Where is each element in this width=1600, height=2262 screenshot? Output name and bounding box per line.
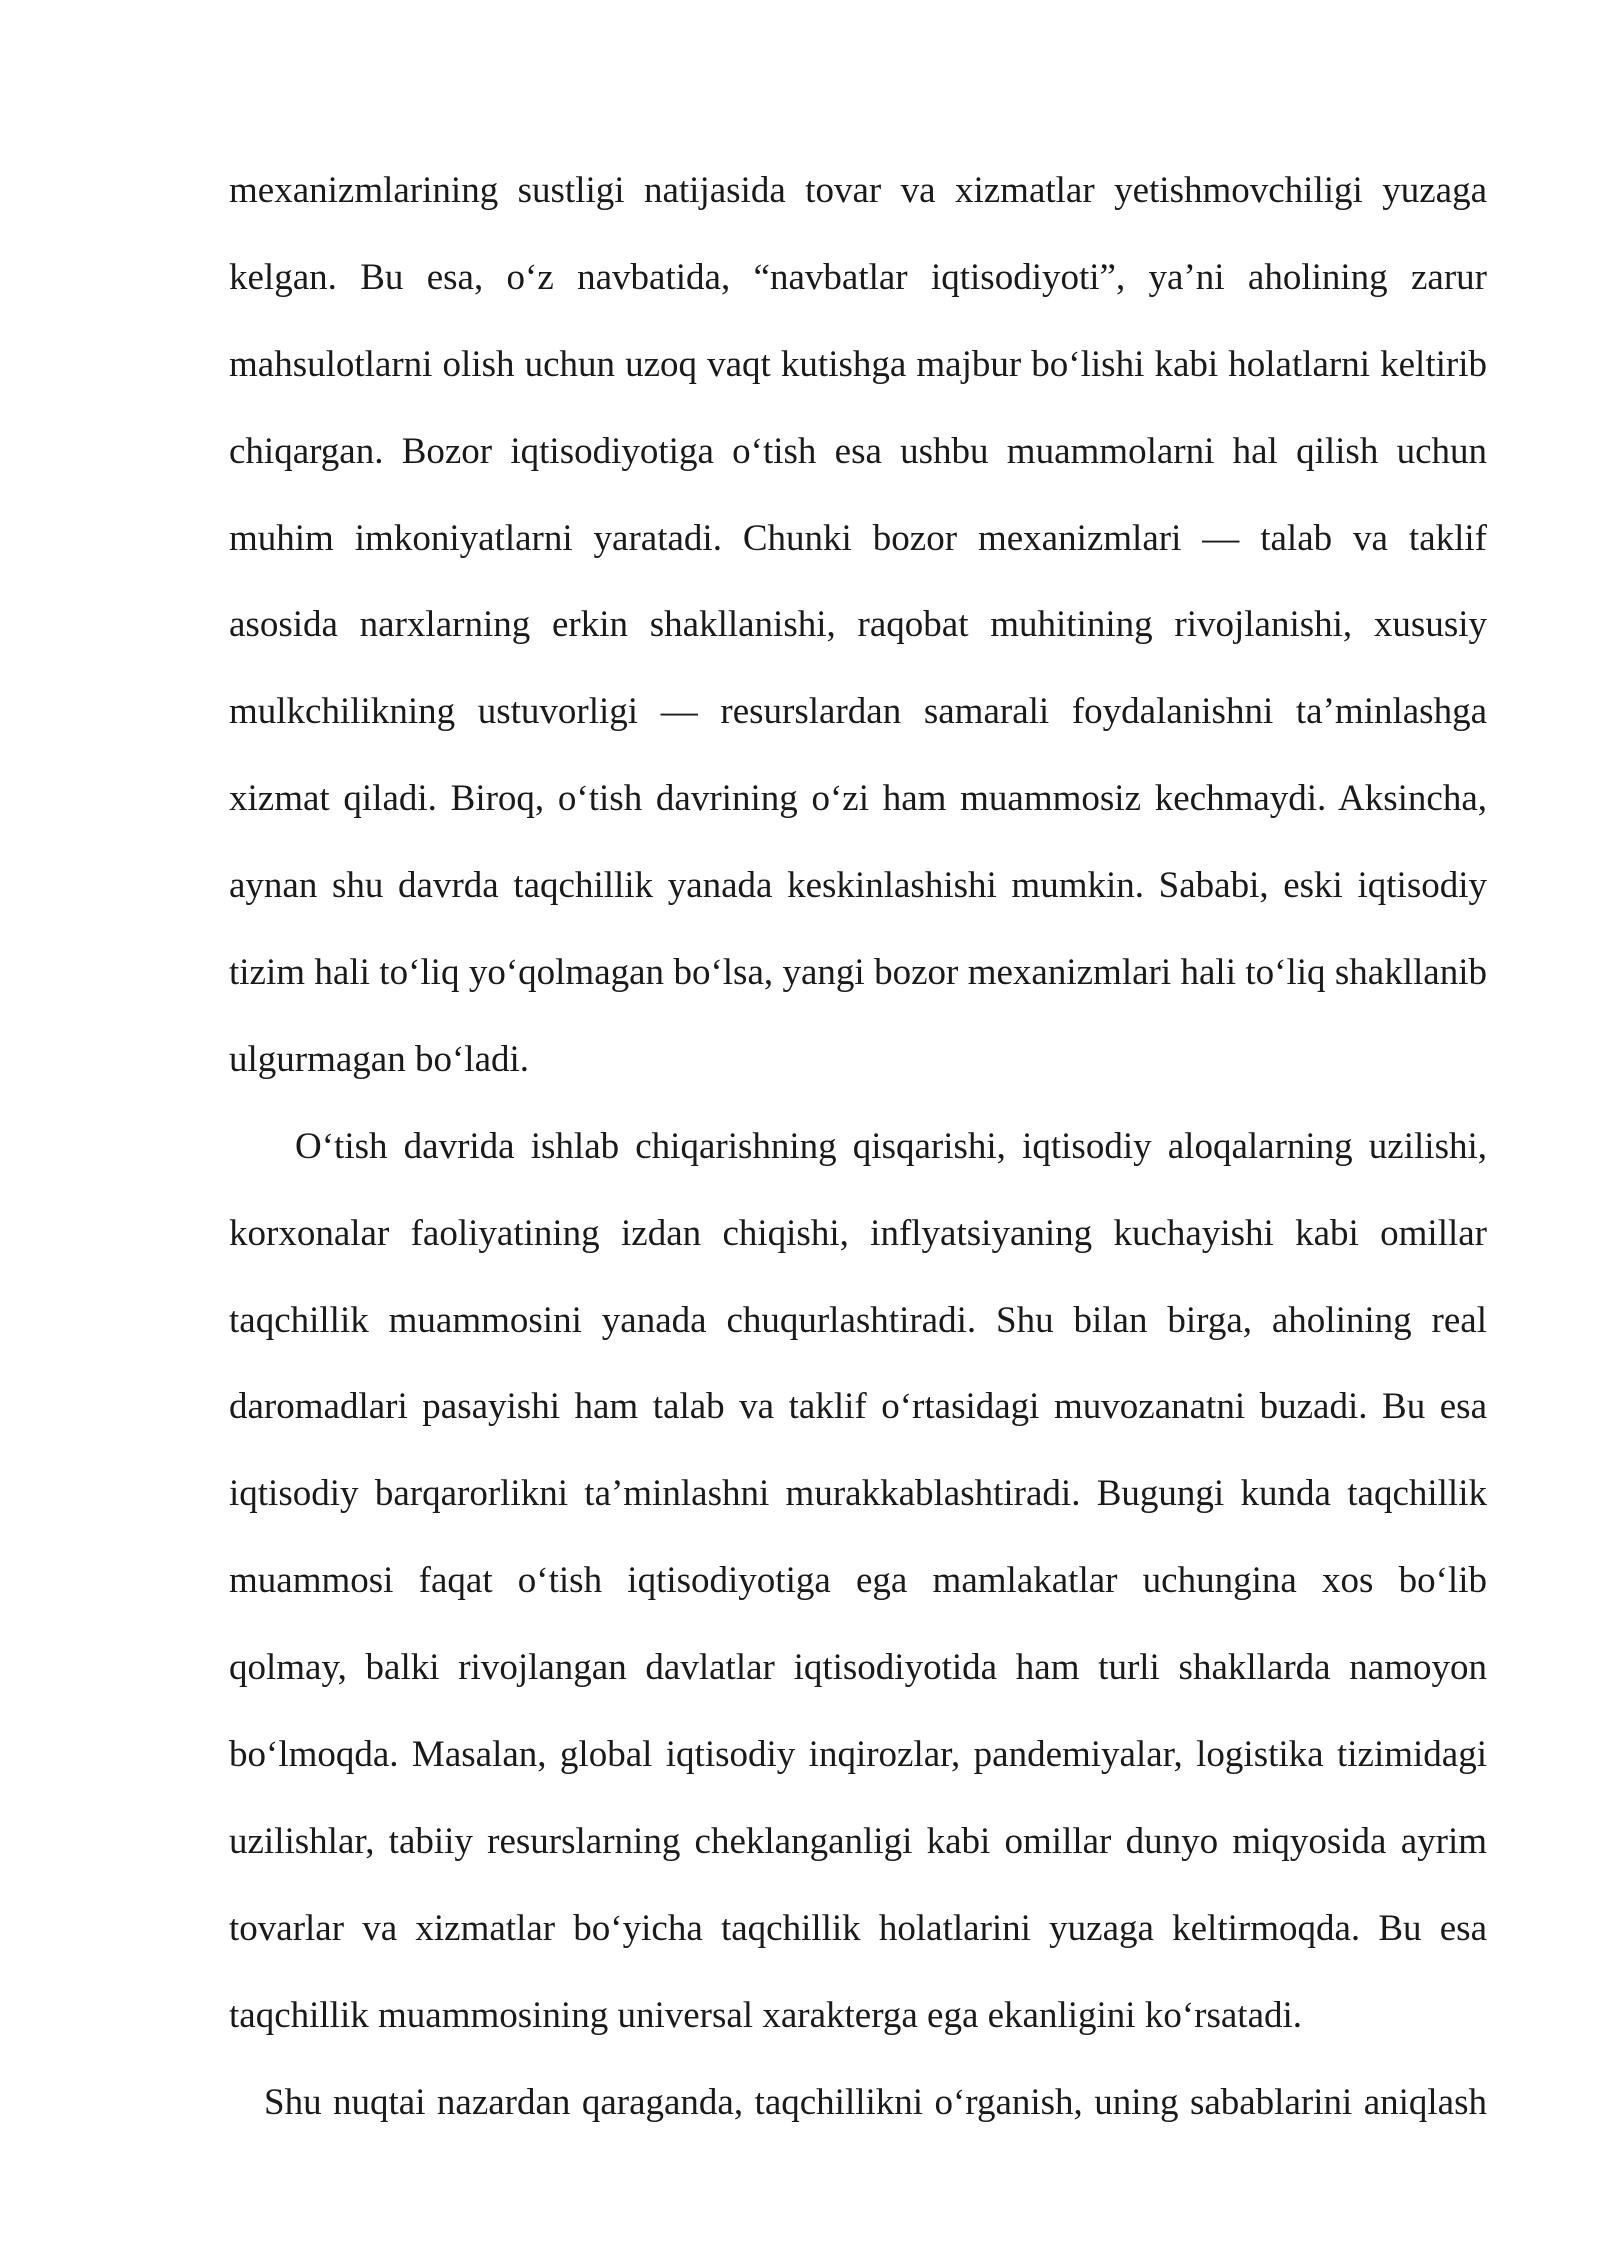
text-line: aynan shu davrda taqchillik yanada keskinlashishi mumkin. Sababi, eski iqtisodiy — [229, 865, 1487, 907]
text-line: tizim hali to‘liq yo‘qolmagan bo‘lsa, yangi bozor mexanizmlari hali to‘liq shakllanib — [229, 952, 1487, 994]
text-line: mexanizmlarining sustligi natijasida tovar va xizmatlar yetishmovchiligi yuzaga — [229, 170, 1487, 211]
text-line: mulkchilikning ustuvorligi — resurslardan samarali foydalanishni ta’minlashga — [229, 691, 1487, 733]
text-line: taqchillik muammosining universal xarakterga ega ekanligini ko‘rsatadi. — [229, 1994, 1303, 2036]
text-line: bo‘lmoqda. Masalan, global iqtisodiy inqirozlar, pandemiyalar, logistika tizimidagi — [229, 1734, 1487, 1776]
text-line: daromadlari pasayishi ham talab va taklif o‘rtasidagi muvozanatni buzadi. Bu esa — [229, 1386, 1487, 1428]
text-line: mahsulotlarni olish uchun uzoq vaqt kutishga majbur bo‘lishi kabi holatlarni keltirib — [229, 343, 1487, 385]
text-line: xizmat qiladi. Biroq, o‘tish davrining o‘zi ham muammosiz kechmaydi. Aksincha, — [229, 778, 1487, 820]
text-line: tovarlar va xizmatlar bo‘yicha taqchillik holatlarini yuzaga keltirmoqda. Bu esa — [229, 1907, 1487, 1949]
text-line: uzilishlar, tabiiy resurslarning cheklanganligi kabi omillar dunyo miqyosida ayrim — [229, 1820, 1487, 1862]
text-line: korxonalar faoliyatining izdan chiqishi, inflyatsiyaning kuchayishi kabi omillar — [229, 1212, 1487, 1254]
text-line: Shu nuqtai nazardan qaraganda, taqchillikni o‘rganish, uning sabablarini aniqlash — [264, 2081, 1487, 2123]
text-line: iqtisodiy barqarorlikni ta’minlashni murakkablashtiradi. Bugungi kunda taqchillik — [229, 1473, 1487, 1515]
text-line: asosida narxlarning erkin shakllanishi, raqobat muhitining rivojlanishi, xususiy — [229, 604, 1487, 646]
text-line: muhim imkoniyatlarni yaratadi. Chunki bozor mexanizmlari — talab va taklif — [229, 517, 1487, 559]
text-line: kelgan. Bu esa, o‘z navbatida, “navbatlar iqtisodiyoti”, ya’ni aholining zarur — [229, 256, 1487, 298]
text-line: chiqargan. Bozor iqtisodiyotiga o‘tish esa ushbu muammolarni hal qilish uchun — [229, 430, 1487, 472]
body-text — [229, 148, 1487, 2146]
text-line: muammosi faqat o‘tish iqtisodiyotiga ega mamlakatlar uchungina xos bo‘lib — [229, 1560, 1487, 1602]
text-line: ulgurmagan bo‘ladi. — [229, 1038, 530, 1080]
text-line: qolmay, balki rivojlangan davlatlar iqtisodiyotida ham turli shakllarda namoyon — [229, 1647, 1487, 1689]
text-line: O‘tish davrida ishlab chiqarishning qisqarishi, iqtisodiy aloqalarning uzilishi, — [295, 1125, 1487, 1167]
text-line: taqchillik muammosini yanada chuqurlashtiradi. Shu bilan birga, aholining real — [229, 1299, 1487, 1341]
